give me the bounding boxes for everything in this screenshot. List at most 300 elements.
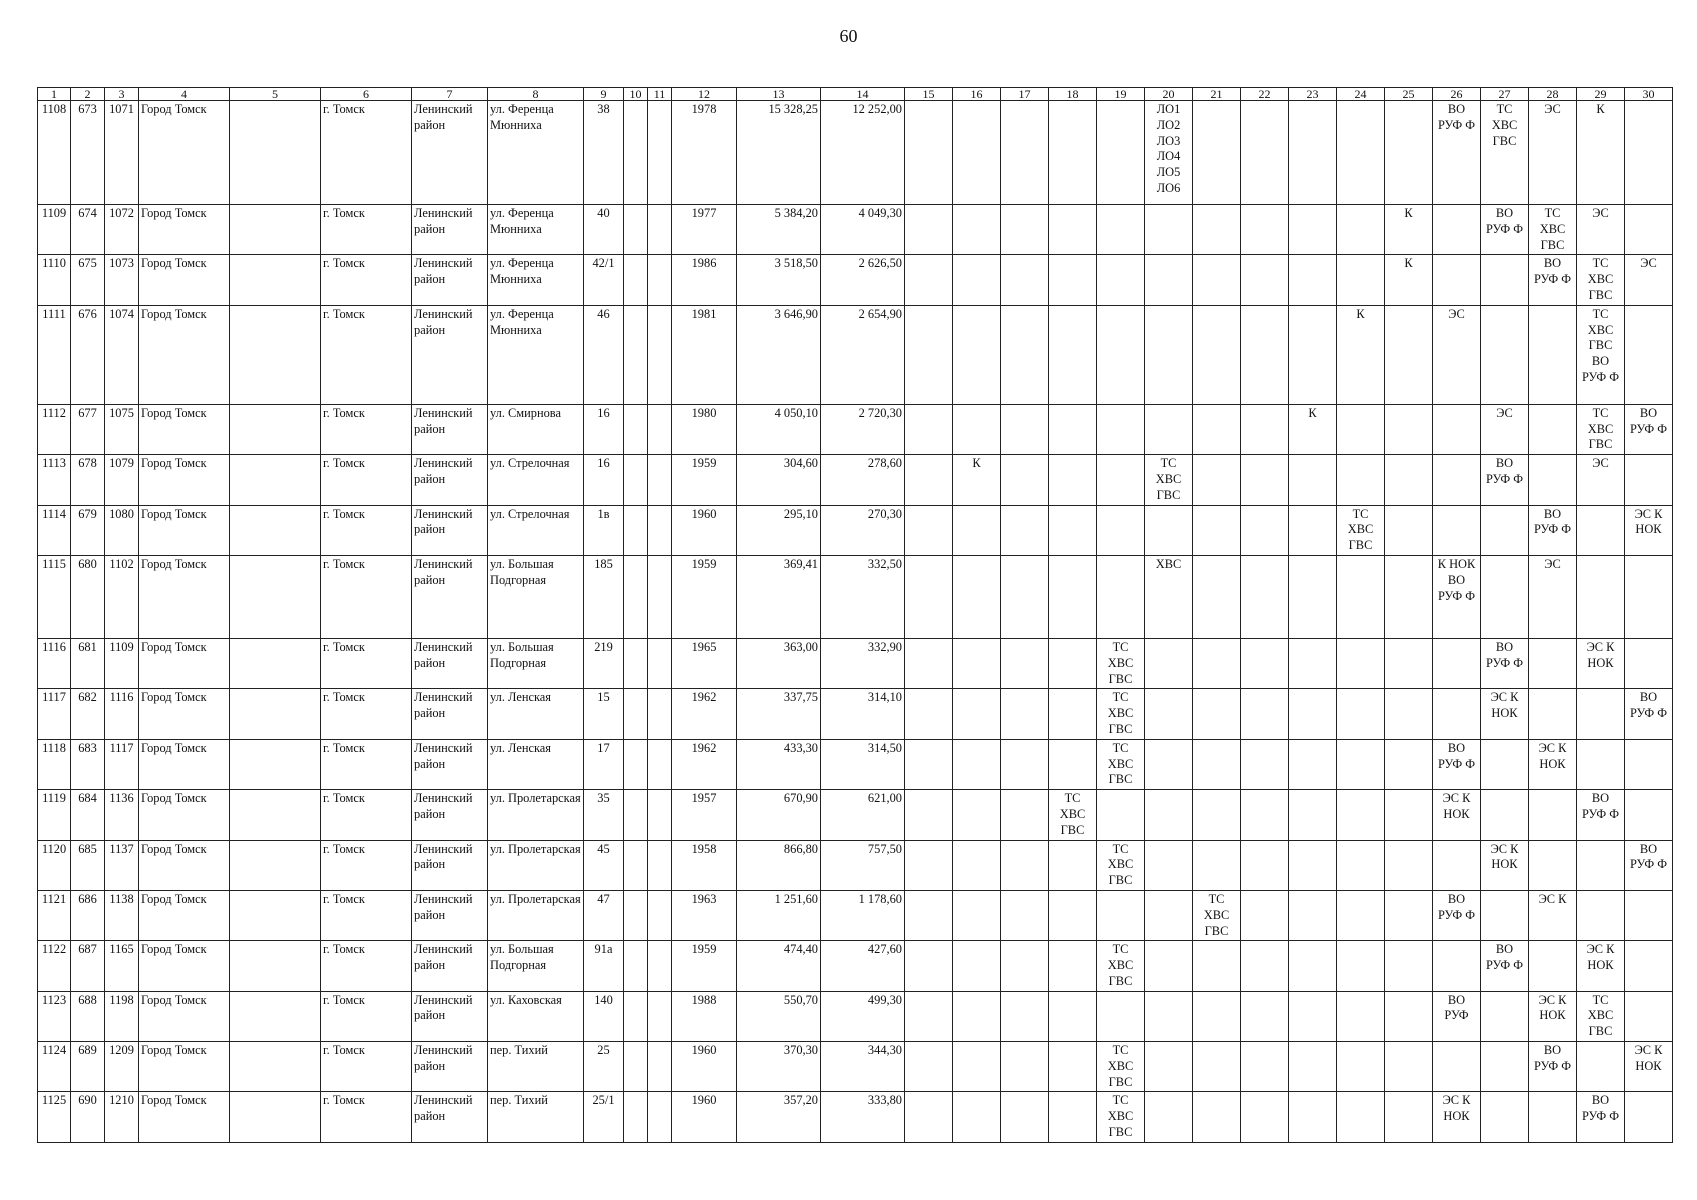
- cell-municipality: Город Томск: [139, 991, 230, 1041]
- cell-work-15: [905, 790, 953, 840]
- cell-work-24: [1337, 255, 1385, 305]
- column-header-3: 3: [105, 88, 139, 101]
- cell-street: ул. Каховская: [488, 991, 584, 1041]
- cell-settlement: г. Томск: [321, 638, 412, 688]
- cell-living-area: 757,50: [821, 840, 905, 890]
- cell-house-number: 17: [584, 739, 624, 789]
- cell-row-number: 1122: [38, 941, 71, 991]
- cell-total-area: 304,60: [737, 455, 821, 505]
- cell-work-19: [1097, 255, 1145, 305]
- cell-work-21: [1193, 1092, 1241, 1142]
- cell-work-28: ВО РУФ Ф: [1529, 505, 1577, 555]
- cell-year-built: 1960: [672, 1042, 737, 1092]
- cell-work-27: [1481, 305, 1529, 404]
- cell-work-29: ЭС: [1577, 205, 1625, 255]
- cell-work-22: [1241, 305, 1289, 404]
- cell-work-19: ТС ХВС ГВС: [1097, 1092, 1145, 1142]
- cell-work-16: [953, 1042, 1001, 1092]
- cell-street: ул. Смирнова: [488, 404, 584, 454]
- cell-work-27: [1481, 255, 1529, 305]
- table-row: [38, 555, 1673, 638]
- cell-work-23: [1289, 205, 1337, 255]
- cell-work-29: ТС ХВС ГВС: [1577, 404, 1625, 454]
- cell-work-23: [1289, 505, 1337, 555]
- cell-building: [624, 305, 648, 404]
- cell-work-24: [1337, 1092, 1385, 1142]
- cell-work-27: ВО РУФ Ф: [1481, 941, 1529, 991]
- cell-work-15: [905, 840, 953, 890]
- cell-work-21: [1193, 555, 1241, 638]
- cell-year-built: 1965: [672, 638, 737, 688]
- cell-work-19: [1097, 305, 1145, 404]
- cell-work-29: ВО РУФ Ф: [1577, 790, 1625, 840]
- cell-house-number: 140: [584, 991, 624, 1041]
- cell-work-18: [1049, 840, 1097, 890]
- table-row: [38, 790, 1673, 840]
- cell-work-25: [1385, 689, 1433, 739]
- cell-district: Ленинский район: [412, 555, 488, 638]
- cell-work-29: [1577, 840, 1625, 890]
- cell-district: Ленинский район: [412, 455, 488, 505]
- cell-work-19: ТС ХВС ГВС: [1097, 840, 1145, 890]
- column-header-7: 7: [412, 88, 488, 101]
- cell-letter: [648, 790, 672, 840]
- cell-work-26: ЭС К НОК: [1433, 790, 1481, 840]
- cell-municipality: Город Томск: [139, 1092, 230, 1142]
- cell-living-area: 2 626,50: [821, 255, 905, 305]
- cell-district: Ленинский район: [412, 255, 488, 305]
- cell-registry-number: 1136: [105, 790, 139, 840]
- column-number-header-row: [38, 88, 1673, 101]
- cell-living-area: 621,00: [821, 790, 905, 840]
- cell-work-28: ВО РУФ Ф: [1529, 255, 1577, 305]
- cell-year-built: 1988: [672, 991, 737, 1041]
- cell-work-17: [1001, 1092, 1049, 1142]
- cell-settlement: г. Томск: [321, 1042, 412, 1092]
- cell-object-number: 689: [71, 1042, 105, 1092]
- cell-municipality: Город Томск: [139, 1042, 230, 1092]
- cell-work-27: [1481, 890, 1529, 940]
- cell-work-22: [1241, 790, 1289, 840]
- cell-work-17: [1001, 638, 1049, 688]
- cell-work-20: [1145, 689, 1193, 739]
- cell-work-29: ЭС К НОК: [1577, 941, 1625, 991]
- cell-work-25: К: [1385, 205, 1433, 255]
- cell-work-20: [1145, 790, 1193, 840]
- cell-building: [624, 638, 648, 688]
- cell-settlement: г. Томск: [321, 101, 412, 205]
- cell-living-area: 1 178,60: [821, 890, 905, 940]
- cell-work-23: [1289, 840, 1337, 890]
- cell-municipality: Город Томск: [139, 101, 230, 205]
- cell-registry-number: 1116: [105, 689, 139, 739]
- cell-work-30: [1625, 455, 1673, 505]
- cell-work-22: [1241, 404, 1289, 454]
- cell-work-27: ТС ХВС ГВС: [1481, 101, 1529, 205]
- cell-work-21: [1193, 505, 1241, 555]
- column-header-21: 21: [1193, 88, 1241, 101]
- cell-letter: [648, 1092, 672, 1142]
- cell-building: [624, 255, 648, 305]
- cell-work-28: [1529, 404, 1577, 454]
- cell-work-25: [1385, 840, 1433, 890]
- cell-work-16: [953, 739, 1001, 789]
- cell-municipality: Город Томск: [139, 689, 230, 739]
- cell-work-24: [1337, 638, 1385, 688]
- cell-living-area: 427,60: [821, 941, 905, 991]
- table-row: [38, 991, 1673, 1041]
- column-header-14: 14: [821, 88, 905, 101]
- cell-district: Ленинский район: [412, 790, 488, 840]
- cell-settlement: г. Томск: [321, 840, 412, 890]
- cell-work-27: [1481, 505, 1529, 555]
- cell-letter: [648, 255, 672, 305]
- cell-object-number: 674: [71, 205, 105, 255]
- cell-work-28: [1529, 1092, 1577, 1142]
- cell-district: Ленинский район: [412, 1042, 488, 1092]
- column-header-24: 24: [1337, 88, 1385, 101]
- cell-work-30: [1625, 305, 1673, 404]
- cell-work-17: [1001, 1042, 1049, 1092]
- cell-district: Ленинский район: [412, 205, 488, 255]
- cell-work-19: ТС ХВС ГВС: [1097, 689, 1145, 739]
- cell-building: [624, 1092, 648, 1142]
- cell-street: ул. Большая Подгорная: [488, 555, 584, 638]
- cell-work-26: [1433, 404, 1481, 454]
- cell-year-built: 1980: [672, 404, 737, 454]
- cell-work-20: [1145, 739, 1193, 789]
- cell-work-27: ЭС К НОК: [1481, 689, 1529, 739]
- cell-work-28: [1529, 305, 1577, 404]
- column-header-17: 17: [1001, 88, 1049, 101]
- cell-work-27: ЭС К НОК: [1481, 840, 1529, 890]
- cell-registry-number: 1198: [105, 991, 139, 1041]
- cell-work-15: [905, 739, 953, 789]
- cell-work-25: [1385, 890, 1433, 940]
- cell-total-area: 1 251,60: [737, 890, 821, 940]
- cell-work-16: [953, 505, 1001, 555]
- cell-row-number: 1115: [38, 555, 71, 638]
- cell-total-area: 337,75: [737, 689, 821, 739]
- cell-work-18: [1049, 255, 1097, 305]
- cell-work-15: [905, 455, 953, 505]
- cell-work-17: [1001, 790, 1049, 840]
- cell-object-number: 687: [71, 941, 105, 991]
- cell-work-26: [1433, 689, 1481, 739]
- cell-work-18: ТС ХВС ГВС: [1049, 790, 1097, 840]
- cell-row-number: 1111: [38, 305, 71, 404]
- cell-work-27: ЭС: [1481, 404, 1529, 454]
- cell-work-22: [1241, 840, 1289, 890]
- cell-work-23: [1289, 890, 1337, 940]
- cell-work-21: [1193, 101, 1241, 205]
- table-row: [38, 890, 1673, 940]
- cell-work-26: ВО РУФ Ф: [1433, 101, 1481, 205]
- cell-work-18: [1049, 505, 1097, 555]
- cell-living-area: 12 252,00: [821, 101, 905, 205]
- cell-street: ул. Пролетарская: [488, 790, 584, 840]
- cell-work-30: [1625, 555, 1673, 638]
- cell-municipality: Город Томск: [139, 555, 230, 638]
- cell-registry-number: 1080: [105, 505, 139, 555]
- column-header-11: 11: [648, 88, 672, 101]
- cell-living-area: 314,50: [821, 739, 905, 789]
- column-header-13: 13: [737, 88, 821, 101]
- cell-work-30: [1625, 941, 1673, 991]
- cell-work-23: [1289, 991, 1337, 1041]
- cell-work-28: [1529, 689, 1577, 739]
- cell-year-built: 1962: [672, 689, 737, 739]
- cell-work-20: [1145, 1092, 1193, 1142]
- cell-work-15: [905, 101, 953, 205]
- cell-work-17: [1001, 555, 1049, 638]
- cell-work-19: ТС ХВС ГВС: [1097, 941, 1145, 991]
- cell-work-18: [1049, 205, 1097, 255]
- cell-work-30: [1625, 205, 1673, 255]
- cell-work-29: К: [1577, 101, 1625, 205]
- cell-work-24: ТС ХВС ГВС: [1337, 505, 1385, 555]
- cell-letter: [648, 455, 672, 505]
- cell-work-24: [1337, 555, 1385, 638]
- cell-living-area: 333,80: [821, 1092, 905, 1142]
- column-header-2: 2: [71, 88, 105, 101]
- cell-work-25: [1385, 404, 1433, 454]
- cell-total-area: 5 384,20: [737, 205, 821, 255]
- cell-work-23: [1289, 1092, 1337, 1142]
- cell-work-19: [1097, 555, 1145, 638]
- cell-object-number: 676: [71, 305, 105, 404]
- cell-work-18: [1049, 305, 1097, 404]
- cell-work-24: [1337, 455, 1385, 505]
- cell-work-20: [1145, 638, 1193, 688]
- cell-work-24: [1337, 404, 1385, 454]
- cell-building: [624, 404, 648, 454]
- cell-settlement-type: [230, 941, 321, 991]
- cell-work-30: [1625, 991, 1673, 1041]
- cell-building: [624, 101, 648, 205]
- cell-letter: [648, 941, 672, 991]
- cell-settlement-type: [230, 890, 321, 940]
- cell-work-26: [1433, 255, 1481, 305]
- cell-work-26: ВО РУФ: [1433, 991, 1481, 1041]
- cell-settlement: г. Томск: [321, 991, 412, 1041]
- table-row: [38, 638, 1673, 688]
- cell-house-number: 16: [584, 455, 624, 505]
- cell-work-27: ВО РУФ Ф: [1481, 205, 1529, 255]
- cell-work-24: [1337, 1042, 1385, 1092]
- cell-work-24: [1337, 790, 1385, 840]
- cell-building: [624, 205, 648, 255]
- cell-house-number: 47: [584, 890, 624, 940]
- cell-total-area: 363,00: [737, 638, 821, 688]
- cell-work-30: ЭС К НОК: [1625, 1042, 1673, 1092]
- cell-living-area: 278,60: [821, 455, 905, 505]
- cell-registry-number: 1073: [105, 255, 139, 305]
- cell-row-number: 1119: [38, 790, 71, 840]
- table-row: [38, 941, 1673, 991]
- cell-work-30: ВО РУФ Ф: [1625, 840, 1673, 890]
- column-header-26: 26: [1433, 88, 1481, 101]
- cell-work-28: [1529, 455, 1577, 505]
- cell-registry-number: 1074: [105, 305, 139, 404]
- cell-work-25: [1385, 1042, 1433, 1092]
- cell-house-number: 16: [584, 404, 624, 454]
- cell-year-built: 1977: [672, 205, 737, 255]
- cell-work-21: [1193, 305, 1241, 404]
- column-header-4: 4: [139, 88, 230, 101]
- cell-work-29: [1577, 555, 1625, 638]
- cell-municipality: Город Томск: [139, 205, 230, 255]
- cell-district: Ленинский район: [412, 305, 488, 404]
- cell-work-26: [1433, 638, 1481, 688]
- cell-work-21: [1193, 840, 1241, 890]
- cell-work-21: [1193, 205, 1241, 255]
- cell-work-30: [1625, 790, 1673, 840]
- cell-work-15: [905, 505, 953, 555]
- cell-house-number: 35: [584, 790, 624, 840]
- cell-work-16: [953, 205, 1001, 255]
- cell-registry-number: 1072: [105, 205, 139, 255]
- cell-work-21: [1193, 255, 1241, 305]
- cell-work-28: ЭС: [1529, 101, 1577, 205]
- cell-registry-number: 1210: [105, 1092, 139, 1142]
- cell-work-24: [1337, 840, 1385, 890]
- cell-district: Ленинский район: [412, 505, 488, 555]
- table-row: [38, 739, 1673, 789]
- cell-work-26: ЭС: [1433, 305, 1481, 404]
- cell-total-area: 550,70: [737, 991, 821, 1041]
- cell-work-23: [1289, 638, 1337, 688]
- cell-work-16: [953, 255, 1001, 305]
- cell-house-number: 25/1: [584, 1092, 624, 1142]
- cell-building: [624, 890, 648, 940]
- cell-settlement: г. Томск: [321, 505, 412, 555]
- cell-letter: [648, 689, 672, 739]
- cell-settlement-type: [230, 638, 321, 688]
- cell-work-19: ТС ХВС ГВС: [1097, 739, 1145, 789]
- cell-work-17: [1001, 840, 1049, 890]
- cell-work-20: ЛО1 ЛО2 ЛО3 ЛО4 ЛО5 ЛО6: [1145, 101, 1193, 205]
- cell-work-19: ТС ХВС ГВС: [1097, 1042, 1145, 1092]
- cell-work-16: [953, 101, 1001, 205]
- cell-work-19: [1097, 404, 1145, 454]
- cell-work-29: ЭС: [1577, 455, 1625, 505]
- cell-settlement: г. Томск: [321, 404, 412, 454]
- cell-work-16: [953, 638, 1001, 688]
- cell-object-number: 678: [71, 455, 105, 505]
- cell-work-17: [1001, 455, 1049, 505]
- cell-work-23: [1289, 455, 1337, 505]
- cell-street: ул. Ференца Мюнниха: [488, 101, 584, 205]
- cell-work-24: [1337, 689, 1385, 739]
- cell-work-24: [1337, 739, 1385, 789]
- cell-letter: [648, 101, 672, 205]
- cell-work-27: [1481, 991, 1529, 1041]
- table-row: [38, 101, 1673, 205]
- cell-work-24: [1337, 101, 1385, 205]
- cell-letter: [648, 404, 672, 454]
- column-header-15: 15: [905, 88, 953, 101]
- table-row: [38, 840, 1673, 890]
- cell-work-30: ЭС: [1625, 255, 1673, 305]
- cell-work-22: [1241, 455, 1289, 505]
- cell-settlement: г. Томск: [321, 455, 412, 505]
- cell-settlement: г. Томск: [321, 255, 412, 305]
- cell-municipality: Город Томск: [139, 739, 230, 789]
- cell-work-19: ТС ХВС ГВС: [1097, 638, 1145, 688]
- cell-street: ул. Ференца Мюнниха: [488, 205, 584, 255]
- cell-work-29: [1577, 505, 1625, 555]
- cell-settlement-type: [230, 455, 321, 505]
- cell-municipality: Город Томск: [139, 305, 230, 404]
- cell-object-number: 682: [71, 689, 105, 739]
- cell-work-27: [1481, 790, 1529, 840]
- cell-work-18: [1049, 101, 1097, 205]
- cell-object-number: 680: [71, 555, 105, 638]
- column-header-20: 20: [1145, 88, 1193, 101]
- cell-letter: [648, 205, 672, 255]
- table-row: [38, 505, 1673, 555]
- cell-work-16: [953, 941, 1001, 991]
- cell-work-17: [1001, 305, 1049, 404]
- cell-work-26: [1433, 941, 1481, 991]
- cell-work-25: [1385, 101, 1433, 205]
- cell-row-number: 1113: [38, 455, 71, 505]
- cell-living-area: 344,30: [821, 1042, 905, 1092]
- column-header-27: 27: [1481, 88, 1529, 101]
- cell-house-number: 185: [584, 555, 624, 638]
- cell-row-number: 1110: [38, 255, 71, 305]
- cell-work-23: [1289, 739, 1337, 789]
- cell-object-number: 683: [71, 739, 105, 789]
- cell-work-15: [905, 1092, 953, 1142]
- cell-work-16: [953, 991, 1001, 1041]
- table-row: [38, 689, 1673, 739]
- cell-settlement-type: [230, 205, 321, 255]
- column-header-6: 6: [321, 88, 412, 101]
- cell-registry-number: 1165: [105, 941, 139, 991]
- cell-work-25: [1385, 555, 1433, 638]
- cell-total-area: 369,41: [737, 555, 821, 638]
- column-header-22: 22: [1241, 88, 1289, 101]
- cell-work-23: [1289, 1042, 1337, 1092]
- column-header-10: 10: [624, 88, 648, 101]
- cell-letter: [648, 1042, 672, 1092]
- cell-work-20: [1145, 305, 1193, 404]
- cell-work-20: [1145, 404, 1193, 454]
- cell-settlement-type: [230, 739, 321, 789]
- cell-work-19: [1097, 455, 1145, 505]
- cell-row-number: 1125: [38, 1092, 71, 1142]
- cell-district: Ленинский район: [412, 941, 488, 991]
- cell-letter: [648, 739, 672, 789]
- cell-work-24: [1337, 205, 1385, 255]
- cell-living-area: 2 720,30: [821, 404, 905, 454]
- cell-living-area: 332,90: [821, 638, 905, 688]
- cell-district: Ленинский район: [412, 890, 488, 940]
- cell-work-23: [1289, 790, 1337, 840]
- cell-settlement: г. Томск: [321, 941, 412, 991]
- cell-house-number: 219: [584, 638, 624, 688]
- cell-object-number: 690: [71, 1092, 105, 1142]
- cell-work-16: [953, 555, 1001, 638]
- cell-letter: [648, 991, 672, 1041]
- cell-row-number: 1120: [38, 840, 71, 890]
- cell-house-number: 42/1: [584, 255, 624, 305]
- cell-work-26: ВО РУФ Ф: [1433, 739, 1481, 789]
- cell-row-number: 1114: [38, 505, 71, 555]
- cell-work-23: [1289, 305, 1337, 404]
